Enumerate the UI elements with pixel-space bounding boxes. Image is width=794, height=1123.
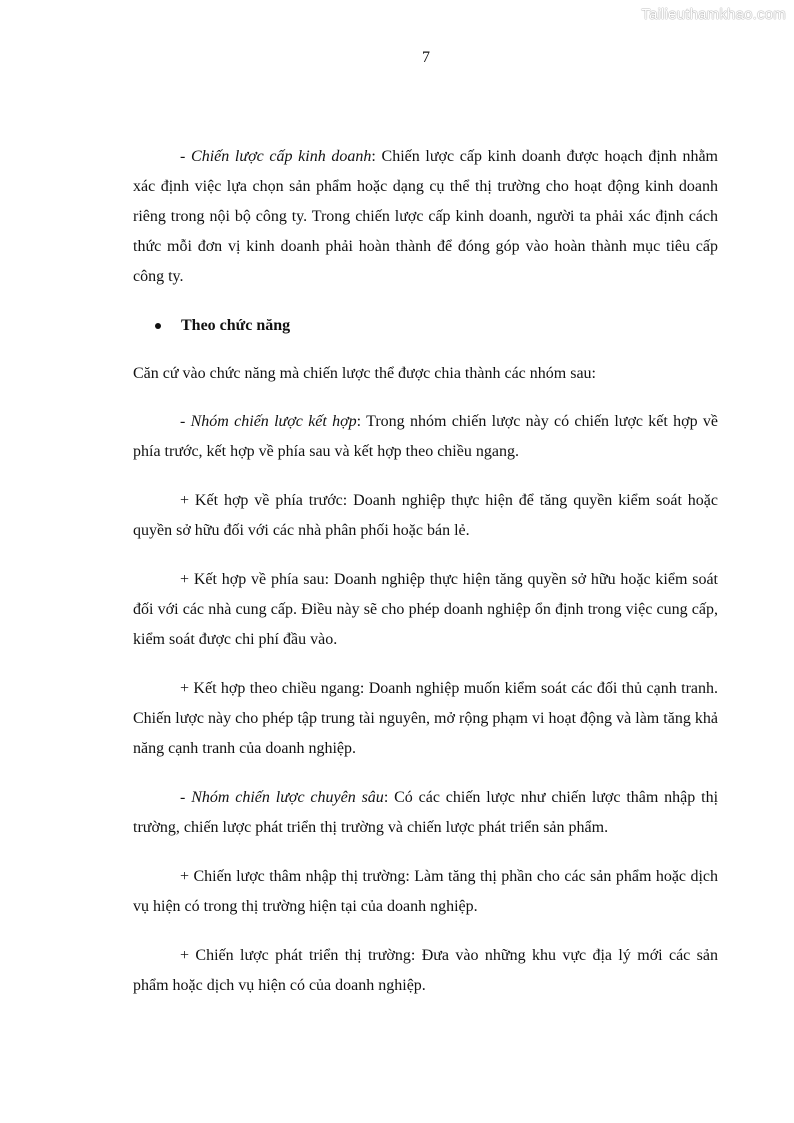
- paragraph-business-strategy: - Chiến lược cấp kinh doanh: Chiến lược cấp kinh doanh được hoạch định nhằm xác định việc lựa chọn sản phẩm hoặc dạng cụ thể thị trường cho hoạt động kinh doanh riêng trong nội bộ công ty. Trong chiến lược cấp kinh doanh, người ta phải xác định cách thức mỗi đơn vị kinh doanh phải hoàn thành để đóng góp vào hoàn thành mục tiêu cấp công ty.: [133, 148, 719, 285]
- page-number: 7: [422, 49, 430, 66]
- term-business-strategy: Chiến lược cấp kinh doanh: [191, 148, 372, 165]
- watermark: Tailieuthamkhao.com: [641, 6, 786, 23]
- paragraph-intro: Căn cứ vào chức năng mà chiến lược thể được chia thành các nhóm sau:: [133, 365, 596, 382]
- paragraph-market-development: + Chiến lược phát triển thị trường: Đưa vào những khu vực địa lý mới các sản phẩm hoặc dịch vụ hiện có của doanh nghiệp.: [133, 947, 718, 994]
- paragraph-horizontal-integration: + Kết hợp theo chiều ngang: Doanh nghiệp muốn kiểm soát các đối thủ cạnh tranh. Chiến lược này cho phép tập trung tài nguyên, mở rộng phạm vi hoạt động và làm tăng khả năng cạnh tranh của doanh nghiệp.: [133, 680, 718, 757]
- document-body: [133, 142, 718, 1001]
- bullet-heading: [133, 311, 718, 341]
- section-heading: Theo chức năng: [181, 317, 291, 334]
- paragraph-intensive-group: - Nhóm chiến lược chuyên sâu: Có các chiến lược như chiến lược thâm nhập thị trường, chiến lược phát triển thị trường và chiến lược phát triển sản phẩm.: [133, 789, 719, 836]
- paragraph-integration-group: - Nhóm chiến lược kết hợp: Trong nhóm chiến lược này có chiến lược kết hợp về phía trước, kết hợp về phía sau và kết hợp theo chiều ngang.: [133, 413, 719, 460]
- paragraph-market-penetration: + Chiến lược thâm nhập thị trường: Làm tăng thị phần cho các sản phẩm hoặc dịch vụ hiện có trong thị trường hiện tại của doanh nghiệp.: [133, 868, 718, 915]
- paragraph-forward-integration: + Kết hợp về phía trước: Doanh nghiệp thực hiện để tăng quyền kiểm soát hoặc quyền sở hữu đối với các nhà phân phối hoặc bán lẻ.: [133, 492, 718, 539]
- bullet-icon: [155, 323, 161, 329]
- term-integration-group: Nhóm chiến lược kết hợp: [190, 413, 357, 430]
- term-intensive-group: Nhóm chiến lược chuyên sâu: [191, 789, 384, 806]
- paragraph-backward-integration: + Kết hợp về phía sau: Doanh nghiệp thực hiện tăng quyền sở hữu hoặc kiểm soát đối với các nhà cung cấp. Điều này sẽ cho phép doanh nghiệp ổn định trong việc cung cấp, kiểm soát được chi phí đầu vào.: [133, 571, 718, 648]
